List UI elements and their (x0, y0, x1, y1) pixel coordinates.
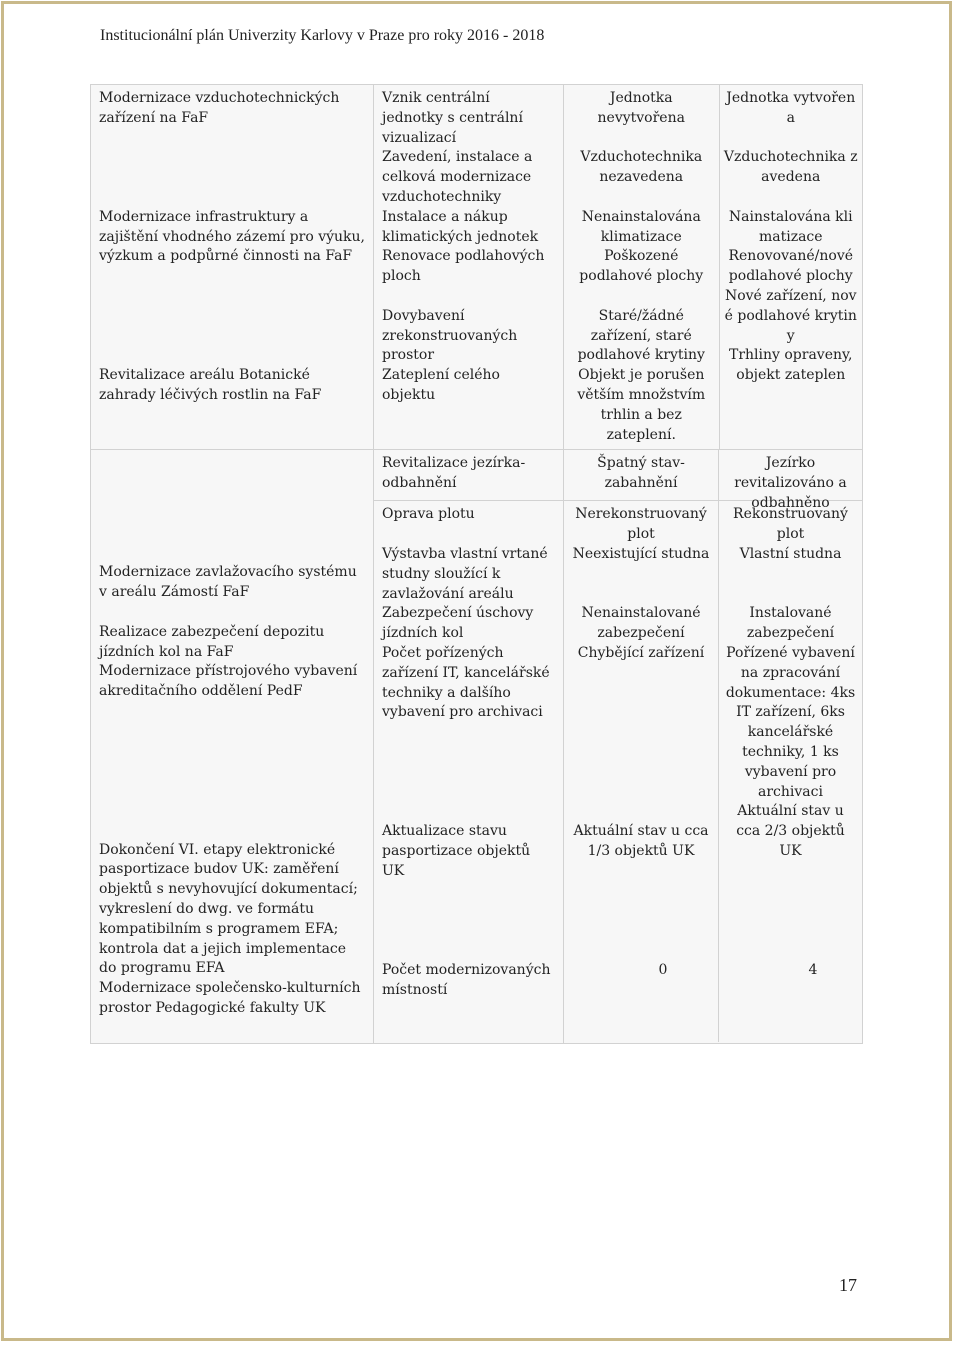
initial-state-text: Poškozené podlahové plochy (579, 248, 704, 285)
state-cells (564, 450, 863, 1044)
target-state-text: Jezírko revitalizováno a odbahněno (734, 455, 847, 511)
page-header-title: Institucionální plán Univerzity Karlovy v Praze pro roky 2016 - 2018 (100, 27, 545, 44)
objective-text: Modernizace infrastruktury a zajištění vhodného zázemí pro výuku, výzkum a podpůrné činnosti na FaF (99, 208, 365, 265)
initial-state-text: Nenainstalované zabezpečení (581, 605, 701, 642)
objective-text: Realizace zabezpečení depozitu jízdních kol na FaF (99, 623, 325, 660)
target-value: 4 (808, 961, 818, 978)
indicator-text: Instalace a nákup klimatických jednotek (382, 208, 539, 245)
target-state-cell (719, 450, 862, 511)
target-state-cell (719, 501, 862, 1042)
target-state-text: Trhliny opraveny, objekt zateplen (728, 347, 853, 384)
initial-state-text: Objekt je porušen větším množstvím trhlin a bez zateplení. (577, 367, 706, 443)
initial-state-text: Staré/žádné zařízení, staré podlahové krytiny (577, 307, 705, 364)
indicator-text: Dovybavení zrekonstruovaných prostor (382, 307, 518, 364)
objective-text: Modernizace přístrojového vybavení akreditačního oddělení PedF (99, 663, 358, 700)
target-state-text: Vzduchotechnika zavedena (723, 149, 858, 186)
target-state-text: Aktuální stav u cca 2/3 objektů UK (736, 803, 845, 859)
target-state-text: Pořízené vybavení na zpracování dokumentace: 4ks IT zařízení, 6ks kancelářské techniky, 1 ks vybavení pro archivaci (725, 644, 856, 800)
target-state-text: Renovované/nové podlahové plochy (728, 248, 854, 285)
objective-text: Modernizace vzduchotechnických zařízení na FaF (99, 90, 340, 126)
indicator-text: Výstavba vlastní vrtané studny sloužící k zavlažování areálu (382, 545, 548, 602)
initial-state-text: Vzduchotechnika nezavedena (580, 149, 703, 186)
objective-text: Modernizace zavlažovacího systému v areálu Zámostí FaF (99, 564, 357, 601)
initial-state-cell (564, 450, 719, 500)
target-state-text: Vlastní studna (739, 545, 842, 562)
objective-text: Revitalizace areálu Botanické zahrady léčivých rostlin na FaF (99, 367, 322, 403)
indicator-text: Zateplení celého objektu (382, 367, 500, 403)
target-state-text: Instalované zabezpečení (746, 605, 835, 642)
initial-state-text: Aktuální stav u cca 1/3 objektů UK (573, 823, 709, 859)
objective-cell (91, 85, 374, 450)
target-state-text: Jednotka vytvořena (726, 90, 856, 126)
indicator-text: Revitalizace jezírka-odbahnění (382, 455, 526, 492)
table-row (91, 450, 863, 1044)
indicator-text: Oprava plotu (382, 506, 475, 523)
indicator-cell (374, 85, 564, 450)
table-row (91, 85, 863, 450)
page-number: 17 (839, 1275, 857, 1295)
target-state-cell (719, 85, 862, 450)
initial-state-text: Jednotka nevytvořena (597, 90, 685, 126)
indicator-text: Zabezpečení úschovy jízdních kol (382, 605, 534, 642)
initial-state-text: Chybějící zařízení (577, 644, 705, 661)
initial-state-text: Nenainstalována klimatizace (581, 208, 701, 245)
initial-state-text: Neexistující studna (572, 545, 710, 562)
indicator-text: Renovace podlahových ploch (382, 248, 545, 285)
indicator-text: Aktualizace stavu pasportizace objektů UK (382, 823, 531, 879)
indicator-cell (374, 450, 564, 1044)
indicator-text: Počet modernizovaných místností (382, 961, 551, 998)
objective-cell (91, 450, 374, 1044)
target-state-text: Nainstalována klimatizace (728, 208, 853, 245)
initial-state-text: Špatný stav-zabahnění (597, 455, 685, 492)
objective-text: Dokončení VI. etapy elektronické pasportizace budov UK: zaměření objektů s nevyhovující dokumentací; vykreslení do dwg. ve formátu kompatibilním s programem EFA; kontrola dat a jejich implementace do programu EFA (99, 841, 358, 977)
initial-state-cell (564, 85, 720, 450)
indicator-text: Počet pořízených zařízení IT, kancelářské techniky a dalšího vybavení pro archivaci (382, 644, 550, 721)
indicator-text: Zavedení, instalace a celková modernizace vzduchotechniky (382, 149, 533, 205)
objective-text: Modernizace společensko-kulturních prostor Pedagogické fakulty UK (99, 980, 361, 1016)
target-state-text: Rekonstruovaný plot (733, 506, 848, 543)
indicator-text: Vznik centrální jednotky s centrální vizualizací (382, 90, 523, 146)
initial-state-text: Nerekonstruovaný plot (575, 506, 707, 543)
target-state-text: Nové zařízení, nové podlahové krytiny (724, 287, 857, 344)
indicator-table (90, 84, 863, 1044)
initial-value: 0 (658, 961, 668, 978)
